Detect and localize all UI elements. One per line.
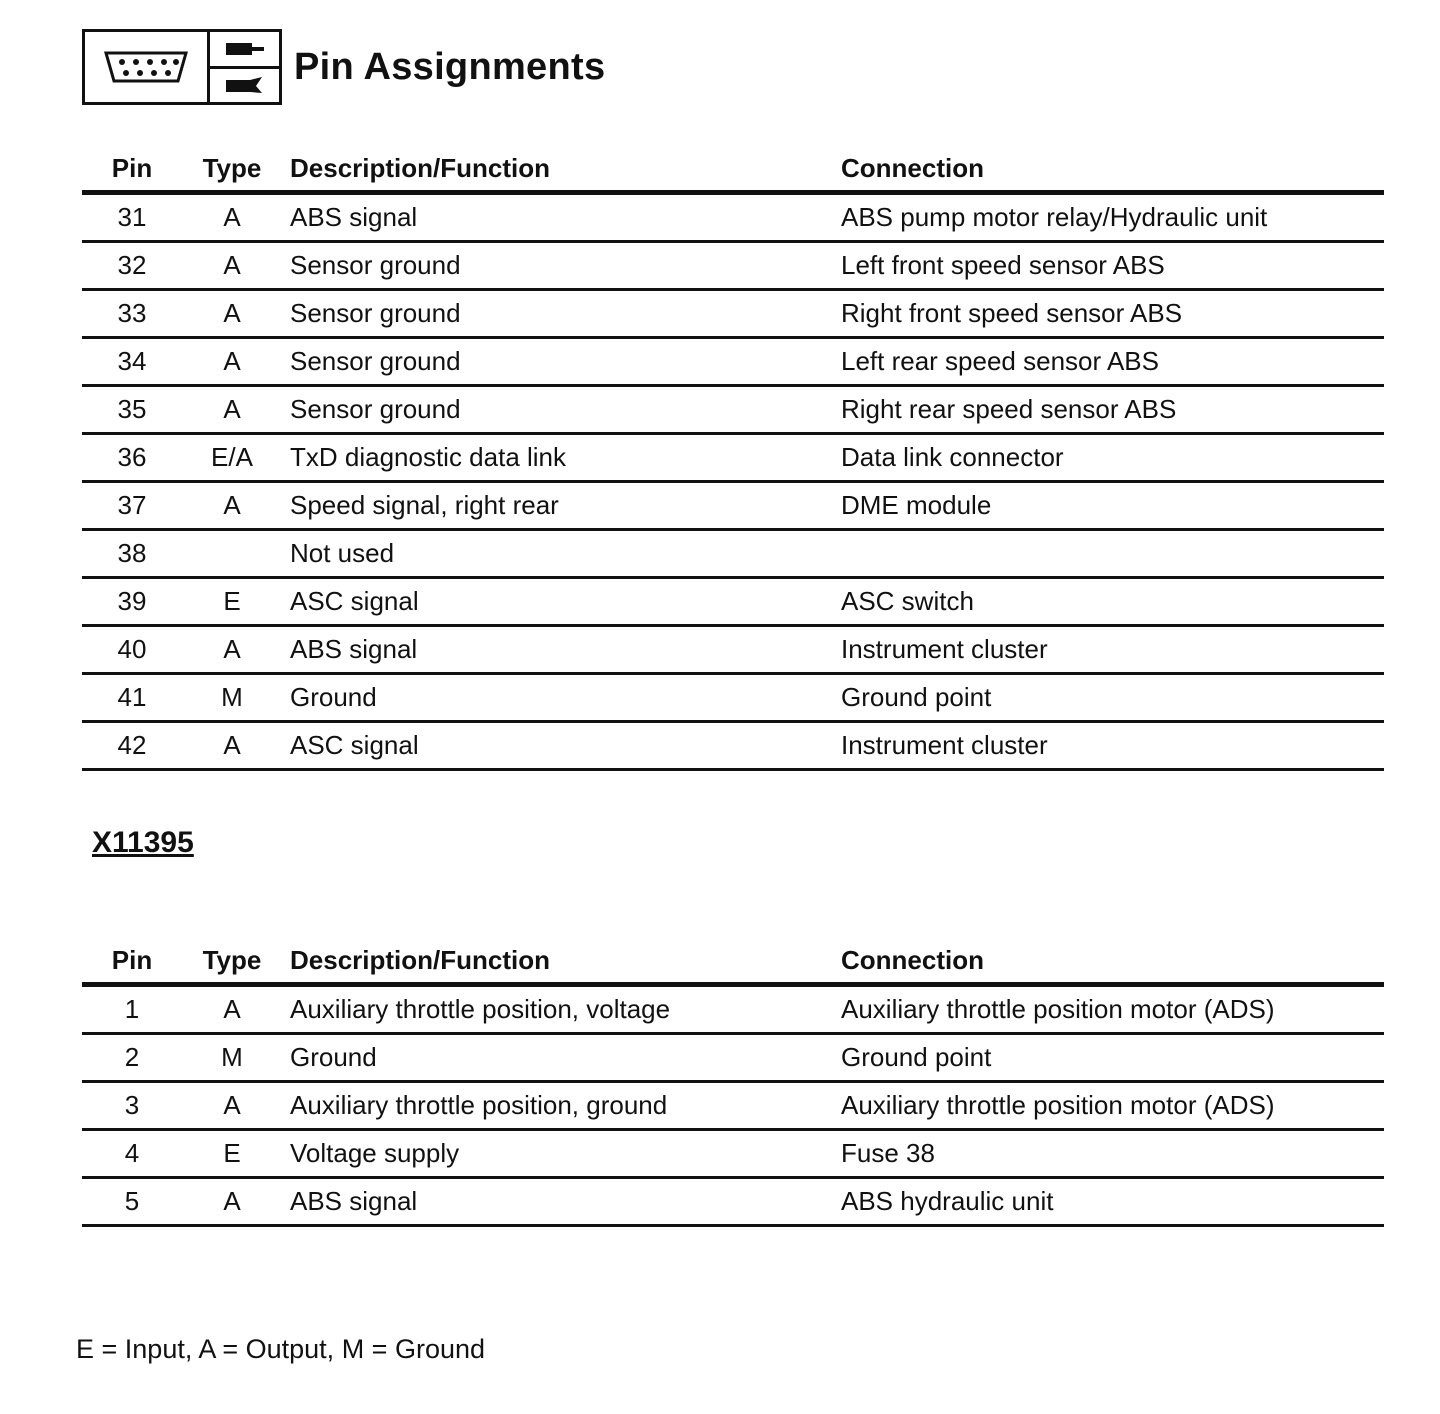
connection-cell: Auxiliary throttle position motor (ADS) [841, 994, 1275, 1024]
connection-cell: Left rear speed sensor ABS [841, 346, 1159, 376]
type-cell: A [223, 634, 241, 664]
pin-cell: 34 [117, 346, 147, 376]
pin-cell: 32 [117, 250, 147, 280]
description-cell: ASC signal [290, 730, 419, 760]
table-row [82, 987, 1384, 1035]
connection-cell: ASC switch [841, 586, 974, 616]
column-header-description: Description/Function [290, 152, 550, 183]
type-cell: A [223, 730, 241, 760]
table-row [82, 723, 1384, 771]
column-header-connection: Connection [841, 152, 984, 183]
pin-cell: 38 [117, 538, 147, 568]
pin-cell: 2 [124, 1042, 140, 1072]
description-cell: Not used [290, 538, 395, 568]
pin-cell: 1 [124, 994, 140, 1024]
diagnostic-connector-icon [85, 32, 210, 102]
pin-cell: 41 [117, 682, 147, 712]
column-header-description: Description/Function [290, 944, 550, 975]
table-header [82, 938, 1384, 987]
description-cell: Sensor ground [290, 394, 461, 424]
pin-cell: 3 [124, 1090, 140, 1120]
description-cell: Ground [290, 682, 377, 712]
table-row [82, 435, 1384, 483]
connection-cell: Right front speed sensor ABS [841, 298, 1183, 328]
table-row [82, 627, 1384, 675]
pin-cell: 37 [117, 490, 147, 520]
type-cell: A [223, 1090, 241, 1120]
type-cell: A [223, 298, 241, 328]
description-cell: ASC signal [290, 586, 419, 616]
page-header [82, 26, 605, 108]
type-cell: E [223, 1138, 241, 1168]
table-header [82, 146, 1384, 195]
description-cell: Voltage supply [290, 1138, 460, 1168]
connection-cell: ABS hydraulic unit [841, 1186, 1054, 1216]
description-cell: Ground [290, 1042, 377, 1072]
connection-cell: Left front speed sensor ABS [841, 250, 1165, 280]
connection-cell: Instrument cluster [841, 730, 1048, 760]
pin-assignment-icon-group [82, 29, 282, 105]
type-cell: M [221, 1042, 243, 1072]
column-header-pin: Pin [111, 152, 153, 183]
pin-cell: 36 [117, 442, 147, 472]
table-row [82, 243, 1384, 291]
plug-icon [210, 32, 279, 66]
connection-cell: Fuse 38 [841, 1138, 935, 1168]
type-cell: A [223, 1186, 241, 1216]
type-cell: A [223, 346, 241, 376]
table-row [82, 579, 1384, 627]
column-header-connection: Connection [841, 944, 984, 975]
pin-cell: 40 [117, 634, 147, 664]
pin-cell: 39 [117, 586, 147, 616]
table-row [82, 1131, 1384, 1179]
type-cell: E [223, 586, 241, 616]
wrench-icon [210, 66, 279, 103]
connection-cell: Data link connector [841, 442, 1064, 472]
table-row [82, 675, 1384, 723]
pin-cell: 4 [124, 1138, 140, 1168]
description-cell: Sensor ground [290, 298, 461, 328]
description-cell: Sensor ground [290, 346, 461, 376]
table-row [82, 291, 1384, 339]
table-row [82, 483, 1384, 531]
connection-cell: DME module [841, 490, 992, 520]
description-cell: TxD diagnostic data link [290, 442, 567, 472]
connection-cell: ABS pump motor relay/Hydraulic unit [841, 202, 1268, 232]
table-row [82, 1083, 1384, 1131]
connection-cell: Ground point [841, 682, 992, 712]
table-row [82, 339, 1384, 387]
table-row [82, 1035, 1384, 1083]
pin-table-2 [82, 938, 1384, 1227]
pin-cell: 42 [117, 730, 147, 760]
connector-section-label: X11395 [92, 826, 194, 859]
description-cell: ABS signal [290, 202, 418, 232]
description-cell: ABS signal [290, 1186, 418, 1216]
pin-cell: 31 [117, 202, 147, 232]
pin-cell: 35 [117, 394, 147, 424]
description-cell: Sensor ground [290, 250, 461, 280]
type-cell: A [223, 202, 241, 232]
type-cell: A [223, 994, 241, 1024]
type-cell: A [223, 394, 241, 424]
table-row [82, 195, 1384, 243]
type-cell: A [223, 250, 241, 280]
connection-cell: Auxiliary throttle position motor (ADS) [841, 1090, 1275, 1120]
type-cell: M [221, 682, 243, 712]
table-row [82, 531, 1384, 579]
description-cell: Auxiliary throttle position, ground [290, 1090, 668, 1120]
pin-cell: 5 [124, 1186, 140, 1216]
column-header-type: Type [202, 152, 262, 183]
type-cell: E/A [211, 442, 253, 472]
pin-table-1 [82, 146, 1384, 771]
description-cell: Speed signal, right rear [290, 490, 559, 520]
pin-cell: 33 [117, 298, 147, 328]
type-cell: A [223, 490, 241, 520]
column-header-pin: Pin [111, 944, 153, 975]
connection-cell: Right rear speed sensor ABS [841, 394, 1177, 424]
connection-cell: Instrument cluster [841, 634, 1048, 664]
connection-cell: Ground point [841, 1042, 992, 1072]
column-header-type: Type [202, 944, 262, 975]
description-cell: ABS signal [290, 634, 418, 664]
table-row [82, 387, 1384, 435]
description-cell: Auxiliary throttle position, voltage [290, 994, 671, 1024]
table-row [82, 1179, 1384, 1227]
page-title: Pin Assignments [294, 45, 606, 88]
type-legend: E = Input, A = Output, M = Ground [76, 1334, 486, 1364]
